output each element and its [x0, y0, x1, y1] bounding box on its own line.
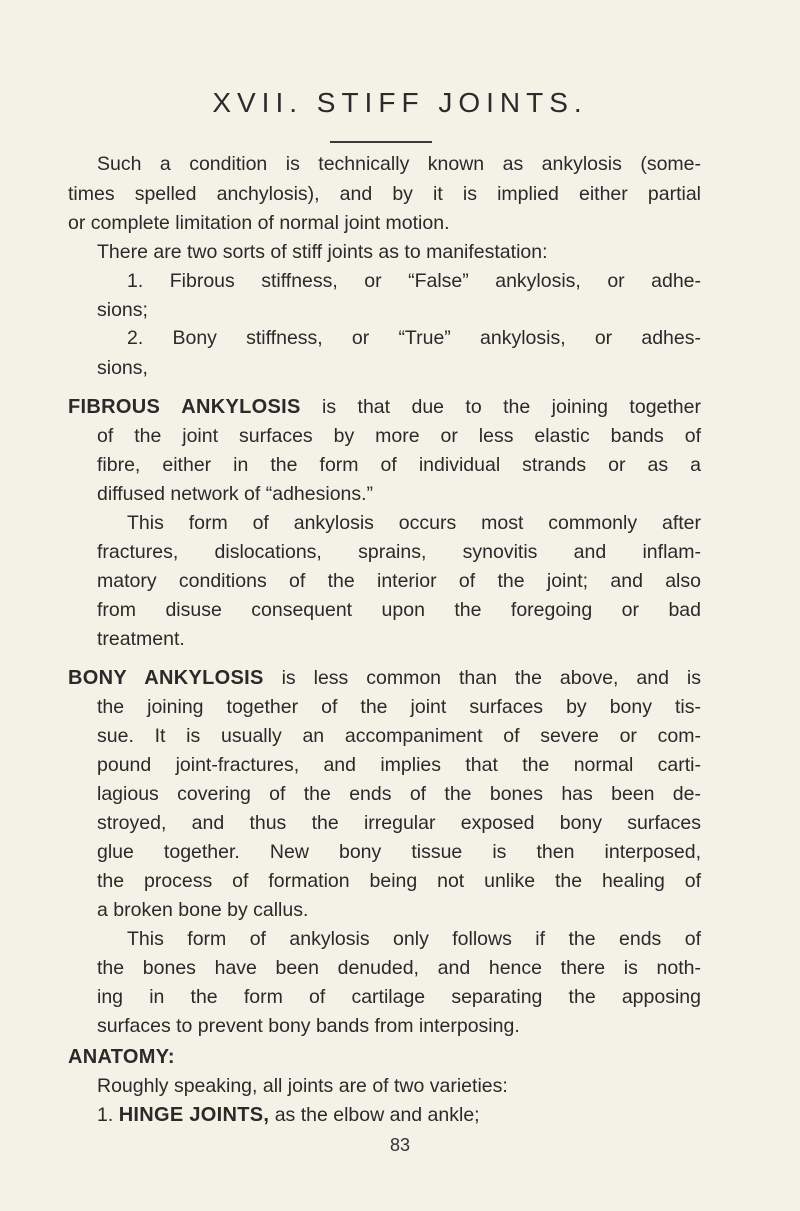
text-line: Roughly speaking, all joints are of two varieties: — [97, 1075, 508, 1097]
text-span: is less common than the above, and is — [263, 667, 701, 689]
title-rule — [330, 141, 432, 143]
text-line: fibre, either in the form of individual strands or as a — [97, 454, 701, 476]
text-line: diffused network of “adhesions.” — [97, 483, 374, 505]
text-line: from disuse consequent upon the foregoing or bad — [97, 599, 701, 621]
section-heading: ANATOMY: — [68, 1046, 175, 1068]
text-line: of the joint surfaces by more or less elastic bands of — [97, 425, 701, 447]
chapter-title: XVII. STIFF JOINTS. — [212, 87, 588, 118]
text-span: is that due to the joining together — [300, 396, 701, 418]
text-line: the process of formation being not unlike the healing of — [97, 870, 701, 892]
text-line: ing in the form of cartilage separating the apposing — [97, 986, 701, 1008]
text-line: This form of ankylosis only follows if the ends of — [127, 928, 701, 950]
section-heading: FIBROUS ANKYLOSIS — [68, 396, 301, 418]
section-heading: BONY ANKYLOSIS — [68, 667, 264, 689]
text-line: the joining together of the joint surfaces by bony tis- — [97, 696, 701, 718]
section-anatomy-heading — [68, 1044, 175, 1070]
text-line: pound joint-fractures, and implies that the normal carti- — [97, 754, 701, 776]
text-line: fractures, dislocations, sprains, synovitis and inflam- — [97, 541, 701, 563]
page-number: 83 — [389, 1135, 411, 1155]
list-number: 1. — [97, 1104, 119, 1126]
text-line: times spelled anchylosis), and by it is implied either partial — [68, 183, 701, 205]
text-line: matory conditions of the interior of the joint; and also — [97, 570, 701, 592]
list-item-text: sions, — [97, 357, 148, 379]
text-line: treatment. — [97, 628, 185, 650]
text-line: Such a condition is technically known as ankylosis (some- — [97, 153, 701, 175]
list-item-text: 1. Fibrous stiffness, or “False” ankylosis, or adhe- — [127, 270, 701, 292]
list-item-text: 2. Bony stiffness, or “True” ankylosis, or adhes- — [127, 327, 701, 349]
text-line: This form of ankylosis occurs most commonly after — [127, 512, 701, 534]
text-line: or complete limitation of normal joint motion. — [68, 212, 450, 234]
text-line: There are two sorts of stiff joints as to manifestation: — [97, 241, 548, 263]
text-line: stroyed, and thus the irregular exposed bony surfaces — [97, 812, 701, 834]
text-span: as the elbow and ankle; — [269, 1104, 480, 1126]
section-fibrous-first-line — [68, 394, 701, 420]
text-line: surfaces to prevent bony bands from interposing. — [97, 1015, 520, 1037]
section-bony-first-line — [68, 665, 701, 691]
subheading: HINGE JOINTS, — [118, 1104, 270, 1126]
text-line: lagious covering of the ends of the bones has been de- — [97, 783, 701, 805]
text-line: a broken bone by callus. — [97, 899, 309, 921]
list-item-text: sions; — [97, 299, 148, 321]
text-line: glue together. New bony tissue is then interposed, — [97, 841, 701, 863]
list-item-text — [97, 1102, 480, 1128]
text-line: sue. It is usually an accompaniment of severe or com- — [97, 725, 701, 747]
text-line: the bones have been denuded, and hence there is noth- — [97, 957, 701, 979]
